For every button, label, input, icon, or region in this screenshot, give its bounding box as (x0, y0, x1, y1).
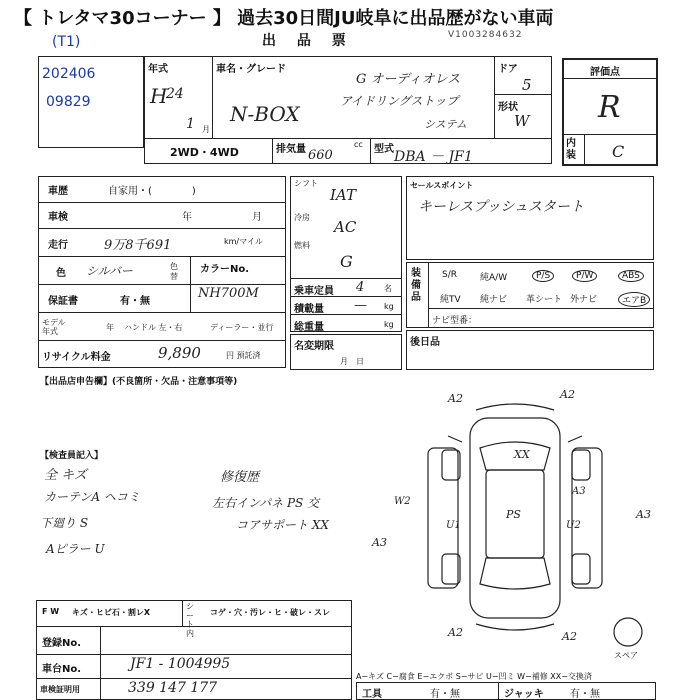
recycle-value: 9,890 (158, 344, 201, 362)
history-label: 車歴 (48, 186, 68, 197)
gross-unit: kg (384, 320, 394, 329)
diagram-mark-a3-r: A3 (636, 508, 651, 521)
front-left-mirror (448, 436, 462, 442)
equip-abs: ABS (618, 270, 644, 282)
inspector-right-2: 左右インパネ PS 交 (212, 496, 320, 510)
registration-label: 登録No. (42, 638, 82, 649)
legend-text: A−キズ C−腐食 E−エクボ S−サビ U−凹ミ W−補修 XX−交換済 (356, 672, 592, 681)
equip-pw: P/W (572, 270, 597, 282)
auction-date: 202406 (42, 66, 96, 82)
color-no-label: カラーNo. (200, 264, 250, 275)
equip-alloy: 純A/W (480, 273, 508, 283)
model-value: DBA － JF1 (394, 149, 473, 165)
capacity-value: 4 (356, 280, 365, 295)
report-label: 【出品店申告欄】(不良箇所・欠品・注意事項等) (40, 377, 238, 387)
inspection-label: 車検 (48, 212, 68, 223)
retrofit-label: 後日品 (410, 337, 440, 348)
rear-right-tire (572, 554, 590, 584)
navi-model-label: ナビ型番： (432, 316, 478, 326)
diagram-mark-u2: U2 (566, 520, 581, 531)
equip-airbag: エアB (618, 292, 650, 307)
year-value: 24 (166, 86, 184, 102)
form-title: 出 品 票 (262, 33, 354, 49)
tools-label: 工具 (362, 689, 382, 700)
cert-value: 339 147 177 (128, 680, 218, 696)
shape-label: 形状 (498, 102, 518, 113)
recycle-unit: 円 預託済 (226, 351, 261, 360)
displacement-unit: cc (354, 140, 363, 149)
cert-label: 車検証明用 (40, 685, 80, 694)
model-year-unit: 年 (106, 323, 114, 332)
equip-tv: 純TV (440, 295, 461, 305)
diagram-mark-ps: PS (506, 508, 521, 521)
ac-value: AC (334, 218, 357, 236)
retrofit-block (406, 330, 654, 370)
diagram-mark-a2-tl: A2 (448, 392, 463, 405)
inspector-label: 【検査員記入】 (40, 451, 104, 461)
mileage-unit: km/マイル (224, 237, 263, 246)
sales-point-label: セールスポイント (410, 181, 474, 190)
jack-label: ジャッキ (504, 689, 544, 700)
left-side-panel (428, 448, 458, 588)
front-right-mirror (568, 436, 582, 442)
seat-label: シート内 (186, 602, 194, 638)
inspector-left-2: カーテンA ヘコミ (44, 490, 140, 504)
fw-label: F W (42, 607, 60, 616)
displacement-value: 660 (308, 148, 333, 163)
load-label: 積載量 (294, 304, 324, 315)
inspection-month: 月 (252, 212, 262, 223)
right-side-panel (572, 448, 602, 588)
fw-value: キズ・ヒビ石・割レX (72, 608, 151, 617)
seat-value: コゲ・穴・汚レ・ヒ・破レ・スレ (210, 608, 330, 617)
header-title: 【 トレタマ30コーナー 】 過去30日間JU岐阜に出品歴がない車両 (14, 8, 554, 29)
ac-label: 冷房 (294, 213, 310, 222)
jack-value: 有・無 (570, 689, 600, 700)
inspection-year: 年 (182, 212, 192, 223)
inspector-right-3: コアサポート XX (236, 518, 329, 532)
inspector-right-1: 修復歴 (220, 470, 260, 485)
load-value: — (354, 298, 367, 313)
score-label: 評価点 (590, 67, 620, 78)
interior-label: 内装 (566, 138, 576, 161)
chassis-value: JF1 - 1004995 (130, 656, 231, 672)
equip-leather: 革シート (526, 295, 563, 305)
interior-value: C (612, 142, 625, 161)
warranty-value: 有・無 (120, 296, 150, 307)
score-value: R (598, 90, 621, 125)
model-label: 型式 (374, 144, 394, 155)
inspector-left-4: Aピラー U (46, 542, 105, 556)
mileage-value: 9万8千691 (104, 238, 172, 253)
equipment-label: 装備品 (411, 268, 421, 303)
page-header (0, 0, 700, 32)
car-diagram (388, 388, 656, 650)
history-value: 自家用・( ) (108, 186, 196, 197)
month-unit: 月 (202, 125, 210, 134)
chassis-label: 車台No. (42, 664, 82, 675)
handle-label: ハンドル 左・右 (124, 323, 183, 332)
equip-sr: S/R (442, 270, 457, 280)
color-no-value: NH700M (198, 286, 259, 301)
shift-value: IAT (330, 186, 356, 204)
front-right-tire (572, 450, 590, 480)
gross-label: 総重量 (294, 322, 324, 333)
door-value: 5 (522, 76, 532, 94)
grade-line-3: システム (424, 118, 467, 131)
diagram-mark-u1: U1 (446, 520, 461, 531)
diagram-mark-a2-tr: A2 (560, 388, 575, 401)
equip-navi: 純ナビ (480, 295, 508, 305)
drive-label: 2WD・4WD (170, 146, 239, 159)
diagram-mark-w2: W2 (394, 496, 411, 507)
serial-number: V1003284632 (448, 30, 523, 40)
spare-tire (614, 618, 642, 646)
diagram-mark-a2-br: A2 (562, 630, 577, 643)
warranty-label: 保証書 (48, 296, 78, 307)
fuel-value: G (340, 252, 353, 271)
color-change-label: 色替 (170, 262, 178, 281)
capacity-unit: 名 (384, 284, 392, 293)
inspector-left-3: 下廻り S (40, 516, 89, 530)
color-label: 色 (56, 268, 66, 279)
displacement-label: 排気量 (276, 144, 306, 155)
name-change-label: 名変期限 (294, 341, 334, 352)
fuel-label: 燃料 (294, 241, 310, 250)
car-name: N-BOX (230, 102, 300, 126)
tools-value: 有・無 (430, 689, 460, 700)
diagram-mark-xx: XX (514, 448, 530, 461)
grade-line-2: アイドリングストップ (340, 94, 459, 108)
name-label: 車名・グレード (216, 64, 286, 75)
month-value: 1 (186, 116, 195, 132)
front-left-tire (442, 450, 460, 480)
lot-prefix: (T1) (52, 34, 81, 50)
load-unit: kg (384, 302, 394, 311)
lot-number: 09829 (46, 94, 91, 110)
front-bumper (476, 404, 554, 410)
diagram-mark-a3-l: A3 (372, 536, 387, 549)
grade-line-1: G オーディオレス (356, 72, 461, 87)
diagram-mark-a3-br: A3 (572, 486, 586, 497)
lot-box (38, 56, 144, 148)
capacity-label: 乗車定員 (294, 286, 334, 297)
rear-window (480, 558, 550, 589)
name-change-unit: 月 日 (340, 357, 364, 366)
color-value: シルバー (86, 264, 133, 278)
mileage-label: 走行 (48, 240, 68, 251)
diagram-mark-a2-bl: A2 (448, 626, 463, 639)
rear-bumper (476, 624, 554, 630)
model-year-label: モデル年式 (42, 318, 66, 336)
shift-label: シフト (294, 179, 318, 188)
year-label: 年式 (148, 64, 168, 75)
shape-value: W (514, 112, 530, 130)
rear-left-tire (442, 554, 460, 584)
recycle-label: リサイクル料金 (42, 352, 111, 363)
spare-label: スペア (614, 651, 638, 660)
equip-ps: P/S (532, 270, 554, 282)
inspector-left-1: 全 キズ (44, 468, 87, 483)
equip-ext-navi: 外ナビ (570, 295, 598, 305)
year-era: H (150, 84, 168, 108)
sales-point-value: キーレスプッシュスタート (418, 199, 585, 215)
door-label: ドア (498, 64, 518, 75)
dealer-label: ディーラー・並行 (210, 323, 274, 332)
